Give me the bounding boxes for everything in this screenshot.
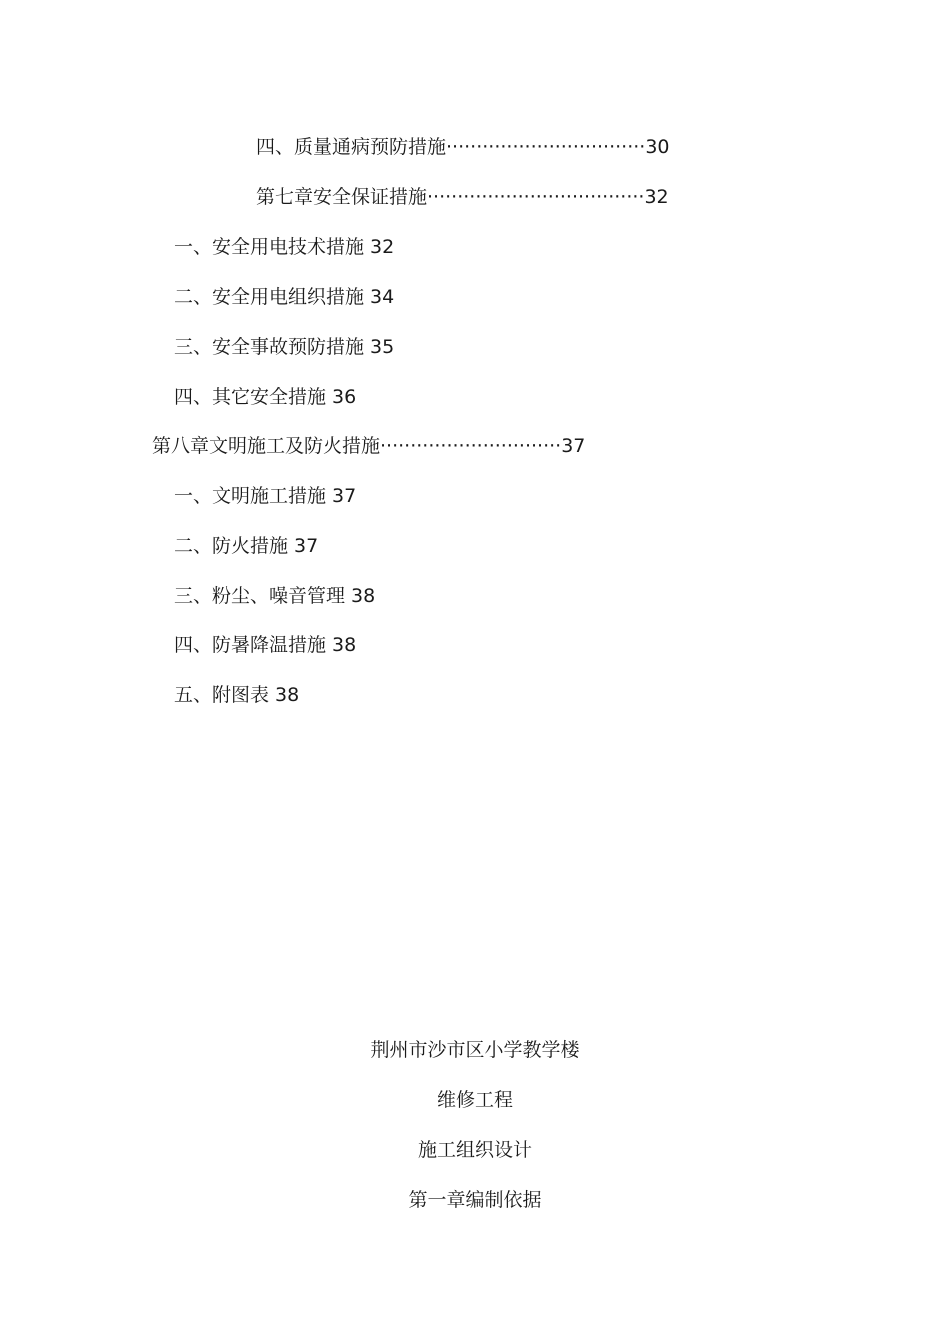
toc-entry-page: 30: [645, 136, 670, 158]
toc-entry-label: 第八章文明施工及防火措施: [152, 435, 381, 457]
toc-entry[interactable]: [174, 335, 394, 359]
toc-entry-page: 37: [332, 485, 357, 507]
toc-entry-page: 32: [644, 186, 669, 208]
toc-entry[interactable]: [174, 633, 356, 657]
toc-entry[interactable]: [174, 235, 394, 259]
toc-entry-page: 32: [370, 236, 395, 258]
toc-entry-label: 二、安全用电组织措施: [174, 286, 365, 308]
toc-entry-page: 38: [275, 684, 300, 706]
toc-entry[interactable]: [256, 185, 669, 209]
document-title-line-1: 荆州市沙市区小学教学楼: [370, 1039, 580, 1061]
document-title-line-2: 维修工程: [436, 1089, 513, 1111]
toc-entry-label: 五、附图表: [174, 684, 270, 706]
toc-entry-page: 38: [351, 585, 376, 607]
toc-entry[interactable]: [152, 434, 585, 458]
chapter-heading: 第一章编制依据: [408, 1189, 542, 1211]
toc-entry-page: 36: [332, 386, 357, 408]
toc-entry-label: 三、粉尘、噪音管理: [174, 585, 346, 607]
toc-entry-page: 35: [370, 336, 395, 358]
toc-entry-label: 四、防暑降温措施: [174, 634, 327, 656]
toc-entry-leader: ····································: [427, 186, 645, 208]
toc-entry-leader: ·································: [446, 136, 646, 158]
toc-entry[interactable]: [174, 484, 356, 508]
toc-entry-label: 第七章安全保证措施: [256, 186, 428, 208]
toc-entry-label: 二、防火措施: [174, 535, 289, 557]
toc-entry[interactable]: [174, 584, 375, 608]
toc-entry-page: 38: [332, 634, 357, 656]
toc-entry[interactable]: [174, 285, 394, 309]
toc-entry[interactable]: [174, 683, 299, 707]
toc-entry-label: 一、文明施工措施: [174, 485, 327, 507]
toc-entry-page: 37: [294, 535, 319, 557]
toc-entry-leader: ······························: [380, 435, 562, 457]
toc-entry-label: 四、其它安全措施: [174, 386, 327, 408]
toc-entry-page: 37: [561, 435, 586, 457]
toc-entry[interactable]: [256, 135, 670, 159]
toc-entry[interactable]: [174, 534, 318, 558]
toc-entry-page: 34: [370, 286, 395, 308]
toc-entry-label: 一、安全用电技术措施: [174, 236, 365, 258]
toc-entry-label: 四、质量通病预防措施: [256, 136, 447, 158]
toc-entry[interactable]: [174, 385, 356, 409]
toc-entry-label: 三、安全事故预防措施: [174, 336, 365, 358]
document-title-line-3: 施工组织设计: [417, 1139, 532, 1161]
